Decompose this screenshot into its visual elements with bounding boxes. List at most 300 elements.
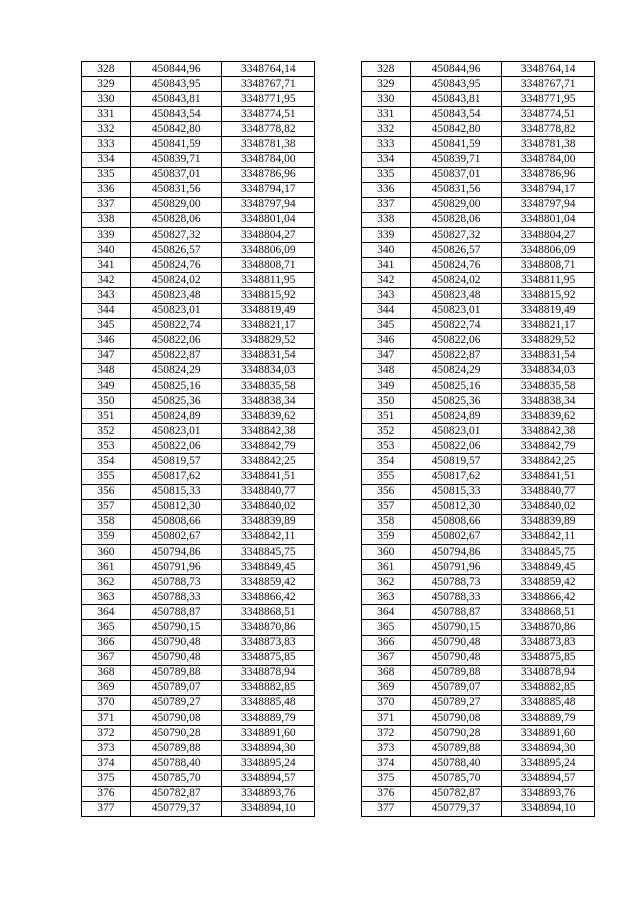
- left-y-coordinate-cell: 3348859,42: [222, 575, 315, 590]
- right-y-coordinate-cell: 3348811,95: [502, 273, 595, 288]
- column-gap: [315, 409, 362, 424]
- right-y-coordinate-cell: 3348895,24: [502, 756, 595, 771]
- right-x-coordinate-cell: 450828,06: [410, 212, 502, 227]
- left-x-coordinate-cell: 450824,02: [130, 273, 222, 288]
- left-point-number-cell: 366: [82, 635, 131, 650]
- left-y-coordinate-cell: 3348870,86: [222, 620, 315, 635]
- right-y-coordinate-cell: 3348778,82: [502, 122, 595, 137]
- coordinate-table: [81, 61, 595, 817]
- left-x-coordinate-cell: 450844,96: [130, 62, 222, 77]
- right-y-coordinate-cell: 3348842,79: [502, 439, 595, 454]
- left-point-number-cell: 361: [82, 560, 131, 575]
- column-gap: [315, 529, 362, 544]
- right-point-number-cell: 345: [361, 318, 410, 333]
- left-point-number-cell: 337: [82, 197, 131, 212]
- right-point-number-cell: 341: [361, 258, 410, 273]
- left-y-coordinate-cell: 3348774,51: [222, 107, 315, 122]
- column-gap: [315, 650, 362, 665]
- right-x-coordinate-cell: 450827,32: [410, 228, 502, 243]
- right-point-number-cell: 360: [361, 545, 410, 560]
- right-y-coordinate-cell: 3348831,54: [502, 348, 595, 363]
- right-point-number-cell: 359: [361, 529, 410, 544]
- table-row: [82, 333, 595, 348]
- left-y-coordinate-cell: 3348797,94: [222, 197, 315, 212]
- left-y-coordinate-cell: 3348838,34: [222, 394, 315, 409]
- left-point-number-cell: 345: [82, 318, 131, 333]
- table-row: [82, 77, 595, 92]
- right-point-number-cell: 377: [361, 801, 410, 816]
- column-gap: [315, 711, 362, 726]
- left-y-coordinate-cell: 3348889,79: [222, 711, 315, 726]
- column-gap: [315, 620, 362, 635]
- left-y-coordinate-cell: 3348894,30: [222, 741, 315, 756]
- right-x-coordinate-cell: 450812,30: [410, 499, 502, 514]
- column-gap: [315, 107, 362, 122]
- right-point-number-cell: 342: [361, 273, 410, 288]
- right-point-number-cell: 376: [361, 786, 410, 801]
- column-gap: [315, 122, 362, 137]
- column-gap: [315, 590, 362, 605]
- column-gap: [315, 303, 362, 318]
- column-gap: [315, 575, 362, 590]
- right-point-number-cell: 352: [361, 424, 410, 439]
- left-point-number-cell: 365: [82, 620, 131, 635]
- right-point-number-cell: 346: [361, 333, 410, 348]
- right-x-coordinate-cell: 450789,27: [410, 695, 502, 710]
- right-x-coordinate-cell: 450790,28: [410, 726, 502, 741]
- left-y-coordinate-cell: 3348882,85: [222, 680, 315, 695]
- right-x-coordinate-cell: 450789,88: [410, 741, 502, 756]
- left-point-number-cell: 339: [82, 228, 131, 243]
- left-y-coordinate-cell: 3348894,10: [222, 801, 315, 816]
- left-y-coordinate-cell: 3348875,85: [222, 650, 315, 665]
- left-y-coordinate-cell: 3348819,49: [222, 303, 315, 318]
- left-x-coordinate-cell: 450790,28: [130, 726, 222, 741]
- right-point-number-cell: 374: [361, 756, 410, 771]
- table-row: [82, 650, 595, 665]
- right-y-coordinate-cell: 3348866,42: [502, 590, 595, 605]
- right-point-number-cell: 368: [361, 665, 410, 680]
- left-x-coordinate-cell: 450843,54: [130, 107, 222, 122]
- left-y-coordinate-cell: 3348767,71: [222, 77, 315, 92]
- right-point-number-cell: 331: [361, 107, 410, 122]
- left-y-coordinate-cell: 3348778,82: [222, 122, 315, 137]
- right-y-coordinate-cell: 3348801,04: [502, 212, 595, 227]
- left-point-number-cell: 363: [82, 590, 131, 605]
- right-y-coordinate-cell: 3348891,60: [502, 726, 595, 741]
- right-y-coordinate-cell: 3348804,27: [502, 228, 595, 243]
- right-x-coordinate-cell: 450790,08: [410, 711, 502, 726]
- column-gap: [315, 695, 362, 710]
- left-y-coordinate-cell: 3348806,09: [222, 243, 315, 258]
- left-x-coordinate-cell: 450843,95: [130, 77, 222, 92]
- left-x-coordinate-cell: 450817,62: [130, 469, 222, 484]
- table-row: [82, 605, 595, 620]
- table-row: [82, 394, 595, 409]
- right-point-number-cell: 375: [361, 771, 410, 786]
- left-point-number-cell: 370: [82, 695, 131, 710]
- right-point-number-cell: 366: [361, 635, 410, 650]
- right-y-coordinate-cell: 3348875,85: [502, 650, 595, 665]
- table-row: [82, 152, 595, 167]
- left-point-number-cell: 332: [82, 122, 131, 137]
- right-point-number-cell: 354: [361, 454, 410, 469]
- right-x-coordinate-cell: 450822,06: [410, 439, 502, 454]
- left-point-number-cell: 330: [82, 92, 131, 107]
- right-y-coordinate-cell: 3348868,51: [502, 605, 595, 620]
- column-gap: [315, 771, 362, 786]
- left-x-coordinate-cell: 450826,57: [130, 243, 222, 258]
- right-y-coordinate-cell: 3348878,94: [502, 665, 595, 680]
- left-x-coordinate-cell: 450782,87: [130, 786, 222, 801]
- right-x-coordinate-cell: 450824,02: [410, 273, 502, 288]
- right-point-number-cell: 364: [361, 605, 410, 620]
- right-x-coordinate-cell: 450822,74: [410, 318, 502, 333]
- left-point-number-cell: 372: [82, 726, 131, 741]
- right-point-number-cell: 365: [361, 620, 410, 635]
- left-point-number-cell: 373: [82, 741, 131, 756]
- left-x-coordinate-cell: 450839,71: [130, 152, 222, 167]
- right-y-coordinate-cell: 3348815,92: [502, 288, 595, 303]
- left-y-coordinate-cell: 3348784,00: [222, 152, 315, 167]
- column-gap: [315, 273, 362, 288]
- right-point-number-cell: 334: [361, 152, 410, 167]
- left-y-coordinate-cell: 3348885,48: [222, 695, 315, 710]
- left-point-number-cell: 329: [82, 77, 131, 92]
- left-y-coordinate-cell: 3348801,04: [222, 212, 315, 227]
- table-row: [82, 454, 595, 469]
- left-x-coordinate-cell: 450789,88: [130, 665, 222, 680]
- column-gap: [315, 545, 362, 560]
- right-x-coordinate-cell: 450844,96: [410, 62, 502, 77]
- right-y-coordinate-cell: 3348840,02: [502, 499, 595, 514]
- left-x-coordinate-cell: 450822,06: [130, 333, 222, 348]
- column-gap: [315, 348, 362, 363]
- table-row: [82, 514, 595, 529]
- right-y-coordinate-cell: 3348839,62: [502, 409, 595, 424]
- right-x-coordinate-cell: 450789,07: [410, 680, 502, 695]
- left-point-number-cell: 368: [82, 665, 131, 680]
- left-x-coordinate-cell: 450788,87: [130, 605, 222, 620]
- column-gap: [315, 605, 362, 620]
- left-x-coordinate-cell: 450843,81: [130, 92, 222, 107]
- right-y-coordinate-cell: 3348885,48: [502, 695, 595, 710]
- left-point-number-cell: 362: [82, 575, 131, 590]
- right-y-coordinate-cell: 3348882,85: [502, 680, 595, 695]
- right-x-coordinate-cell: 450815,33: [410, 484, 502, 499]
- left-x-coordinate-cell: 450789,88: [130, 741, 222, 756]
- left-point-number-cell: 360: [82, 545, 131, 560]
- left-y-coordinate-cell: 3348845,75: [222, 545, 315, 560]
- table-row: [82, 620, 595, 635]
- left-point-number-cell: 353: [82, 439, 131, 454]
- left-y-coordinate-cell: 3348835,58: [222, 378, 315, 393]
- column-gap: [315, 77, 362, 92]
- column-gap: [315, 484, 362, 499]
- left-y-coordinate-cell: 3348894,57: [222, 771, 315, 786]
- table-row: [82, 197, 595, 212]
- left-y-coordinate-cell: 3348821,17: [222, 318, 315, 333]
- right-point-number-cell: 349: [361, 378, 410, 393]
- column-gap: [315, 363, 362, 378]
- table-row: [82, 560, 595, 575]
- left-y-coordinate-cell: 3348866,42: [222, 590, 315, 605]
- right-point-number-cell: 351: [361, 409, 410, 424]
- right-x-coordinate-cell: 450839,71: [410, 152, 502, 167]
- column-gap: [315, 424, 362, 439]
- left-point-number-cell: 334: [82, 152, 131, 167]
- left-point-number-cell: 346: [82, 333, 131, 348]
- right-y-coordinate-cell: 3348859,42: [502, 575, 595, 590]
- right-x-coordinate-cell: 450824,29: [410, 363, 502, 378]
- right-y-coordinate-cell: 3348784,00: [502, 152, 595, 167]
- left-x-coordinate-cell: 450790,08: [130, 711, 222, 726]
- right-point-number-cell: 367: [361, 650, 410, 665]
- left-point-number-cell: 364: [82, 605, 131, 620]
- left-x-coordinate-cell: 450790,15: [130, 620, 222, 635]
- right-y-coordinate-cell: 3348894,57: [502, 771, 595, 786]
- table-row: [82, 92, 595, 107]
- right-point-number-cell: 372: [361, 726, 410, 741]
- right-x-coordinate-cell: 450824,89: [410, 409, 502, 424]
- left-y-coordinate-cell: 3348831,54: [222, 348, 315, 363]
- table-row: [82, 107, 595, 122]
- column-gap: [315, 228, 362, 243]
- right-point-number-cell: 357: [361, 499, 410, 514]
- table-row: [82, 726, 595, 741]
- right-x-coordinate-cell: 450841,59: [410, 137, 502, 152]
- right-x-coordinate-cell: 450788,73: [410, 575, 502, 590]
- column-gap: [315, 92, 362, 107]
- left-x-coordinate-cell: 450808,66: [130, 514, 222, 529]
- column-gap: [315, 801, 362, 816]
- right-point-number-cell: 343: [361, 288, 410, 303]
- right-y-coordinate-cell: 3348894,30: [502, 741, 595, 756]
- left-x-coordinate-cell: 450825,16: [130, 378, 222, 393]
- left-point-number-cell: 350: [82, 394, 131, 409]
- right-x-coordinate-cell: 450788,87: [410, 605, 502, 620]
- column-gap: [315, 454, 362, 469]
- left-x-coordinate-cell: 450837,01: [130, 167, 222, 182]
- right-y-coordinate-cell: 3348819,49: [502, 303, 595, 318]
- right-point-number-cell: 350: [361, 394, 410, 409]
- left-x-coordinate-cell: 450824,89: [130, 409, 222, 424]
- column-gap: [315, 212, 362, 227]
- right-x-coordinate-cell: 450829,00: [410, 197, 502, 212]
- column-gap: [315, 635, 362, 650]
- right-y-coordinate-cell: 3348794,17: [502, 182, 595, 197]
- right-y-coordinate-cell: 3348771,95: [502, 92, 595, 107]
- column-gap: [315, 665, 362, 680]
- table-row: [82, 409, 595, 424]
- right-x-coordinate-cell: 450802,67: [410, 529, 502, 544]
- left-x-coordinate-cell: 450791,96: [130, 560, 222, 575]
- column-gap: [315, 167, 362, 182]
- right-point-number-cell: 348: [361, 363, 410, 378]
- column-gap: [315, 726, 362, 741]
- left-x-coordinate-cell: 450790,48: [130, 635, 222, 650]
- right-point-number-cell: 347: [361, 348, 410, 363]
- right-point-number-cell: 373: [361, 741, 410, 756]
- table-row: [82, 575, 595, 590]
- left-point-number-cell: 348: [82, 363, 131, 378]
- left-point-number-cell: 328: [82, 62, 131, 77]
- right-x-coordinate-cell: 450789,88: [410, 665, 502, 680]
- left-y-coordinate-cell: 3348794,17: [222, 182, 315, 197]
- table-row: [82, 741, 595, 756]
- left-x-coordinate-cell: 450824,29: [130, 363, 222, 378]
- right-x-coordinate-cell: 450791,96: [410, 560, 502, 575]
- right-point-number-cell: 333: [361, 137, 410, 152]
- table-row: [82, 243, 595, 258]
- column-gap: [315, 786, 362, 801]
- left-y-coordinate-cell: 3348840,02: [222, 499, 315, 514]
- left-x-coordinate-cell: 450788,40: [130, 756, 222, 771]
- right-point-number-cell: 353: [361, 439, 410, 454]
- right-x-coordinate-cell: 450785,70: [410, 771, 502, 786]
- right-point-number-cell: 371: [361, 711, 410, 726]
- left-point-number-cell: 369: [82, 680, 131, 695]
- right-x-coordinate-cell: 450825,16: [410, 378, 502, 393]
- left-x-coordinate-cell: 450824,76: [130, 258, 222, 273]
- left-y-coordinate-cell: 3348895,24: [222, 756, 315, 771]
- table-row: [82, 303, 595, 318]
- right-x-coordinate-cell: 450788,40: [410, 756, 502, 771]
- column-gap: [315, 137, 362, 152]
- table-row: [82, 499, 595, 514]
- column-gap: [315, 318, 362, 333]
- right-x-coordinate-cell: 450779,37: [410, 801, 502, 816]
- right-x-coordinate-cell: 450808,66: [410, 514, 502, 529]
- table-row: [82, 62, 595, 77]
- table-row: [82, 378, 595, 393]
- left-x-coordinate-cell: 450822,74: [130, 318, 222, 333]
- left-x-coordinate-cell: 450828,06: [130, 212, 222, 227]
- right-point-number-cell: 337: [361, 197, 410, 212]
- table-row: [82, 212, 595, 227]
- column-gap: [315, 378, 362, 393]
- right-x-coordinate-cell: 450831,56: [410, 182, 502, 197]
- left-point-number-cell: 354: [82, 454, 131, 469]
- left-y-coordinate-cell: 3348815,92: [222, 288, 315, 303]
- right-point-number-cell: 340: [361, 243, 410, 258]
- right-y-coordinate-cell: 3348839,89: [502, 514, 595, 529]
- right-x-coordinate-cell: 450790,48: [410, 635, 502, 650]
- table-row: [82, 182, 595, 197]
- right-x-coordinate-cell: 450819,57: [410, 454, 502, 469]
- left-x-coordinate-cell: 450788,73: [130, 575, 222, 590]
- right-y-coordinate-cell: 3348808,71: [502, 258, 595, 273]
- left-y-coordinate-cell: 3348842,38: [222, 424, 315, 439]
- right-point-number-cell: 355: [361, 469, 410, 484]
- right-y-coordinate-cell: 3348870,86: [502, 620, 595, 635]
- table-row: [82, 635, 595, 650]
- left-x-coordinate-cell: 450823,01: [130, 424, 222, 439]
- left-x-coordinate-cell: 450815,33: [130, 484, 222, 499]
- right-y-coordinate-cell: 3348774,51: [502, 107, 595, 122]
- column-gap: [315, 560, 362, 575]
- right-point-number-cell: 330: [361, 92, 410, 107]
- left-point-number-cell: 333: [82, 137, 131, 152]
- left-point-number-cell: 335: [82, 167, 131, 182]
- left-y-coordinate-cell: 3348834,03: [222, 363, 315, 378]
- right-y-coordinate-cell: 3348821,17: [502, 318, 595, 333]
- right-y-coordinate-cell: 3348842,25: [502, 454, 595, 469]
- right-y-coordinate-cell: 3348797,94: [502, 197, 595, 212]
- left-y-coordinate-cell: 3348804,27: [222, 228, 315, 243]
- left-x-coordinate-cell: 450812,30: [130, 499, 222, 514]
- left-x-coordinate-cell: 450785,70: [130, 771, 222, 786]
- left-point-number-cell: 374: [82, 756, 131, 771]
- table-row: [82, 363, 595, 378]
- right-point-number-cell: 338: [361, 212, 410, 227]
- right-point-number-cell: 328: [361, 62, 410, 77]
- left-y-coordinate-cell: 3348811,95: [222, 273, 315, 288]
- table-row: [82, 288, 595, 303]
- left-x-coordinate-cell: 450788,33: [130, 590, 222, 605]
- left-point-number-cell: 336: [82, 182, 131, 197]
- right-x-coordinate-cell: 450794,86: [410, 545, 502, 560]
- left-point-number-cell: 347: [82, 348, 131, 363]
- column-gap: [315, 469, 362, 484]
- column-gap: [315, 197, 362, 212]
- table-row: [82, 273, 595, 288]
- left-point-number-cell: 359: [82, 529, 131, 544]
- left-y-coordinate-cell: 3348842,11: [222, 529, 315, 544]
- column-gap: [315, 499, 362, 514]
- left-x-coordinate-cell: 450779,37: [130, 801, 222, 816]
- column-gap: [315, 333, 362, 348]
- left-point-number-cell: 375: [82, 771, 131, 786]
- left-y-coordinate-cell: 3348786,96: [222, 167, 315, 182]
- table-row: [82, 228, 595, 243]
- right-point-number-cell: 363: [361, 590, 410, 605]
- column-gap: [315, 514, 362, 529]
- column-gap: [315, 741, 362, 756]
- right-x-coordinate-cell: 450824,76: [410, 258, 502, 273]
- right-y-coordinate-cell: 3348873,83: [502, 635, 595, 650]
- left-x-coordinate-cell: 450819,57: [130, 454, 222, 469]
- right-y-coordinate-cell: 3348894,10: [502, 801, 595, 816]
- right-y-coordinate-cell: 3348838,34: [502, 394, 595, 409]
- left-point-number-cell: 376: [82, 786, 131, 801]
- right-y-coordinate-cell: 3348781,38: [502, 137, 595, 152]
- right-x-coordinate-cell: 450826,57: [410, 243, 502, 258]
- left-x-coordinate-cell: 450822,87: [130, 348, 222, 363]
- table-row: [82, 137, 595, 152]
- table-row: [82, 801, 595, 816]
- right-x-coordinate-cell: 450823,48: [410, 288, 502, 303]
- left-x-coordinate-cell: 450825,36: [130, 394, 222, 409]
- left-y-coordinate-cell: 3348841,51: [222, 469, 315, 484]
- left-x-coordinate-cell: 450823,48: [130, 288, 222, 303]
- right-point-number-cell: 370: [361, 695, 410, 710]
- right-y-coordinate-cell: 3348845,75: [502, 545, 595, 560]
- table-row: [82, 424, 595, 439]
- left-x-coordinate-cell: 450841,59: [130, 137, 222, 152]
- right-x-coordinate-cell: 450843,81: [410, 92, 502, 107]
- right-y-coordinate-cell: 3348835,58: [502, 378, 595, 393]
- column-gap: [315, 394, 362, 409]
- table-row: [82, 665, 595, 680]
- right-x-coordinate-cell: 450782,87: [410, 786, 502, 801]
- left-y-coordinate-cell: 3348771,95: [222, 92, 315, 107]
- column-gap: [315, 182, 362, 197]
- table-row: [82, 545, 595, 560]
- left-point-number-cell: 342: [82, 273, 131, 288]
- right-point-number-cell: 362: [361, 575, 410, 590]
- left-point-number-cell: 343: [82, 288, 131, 303]
